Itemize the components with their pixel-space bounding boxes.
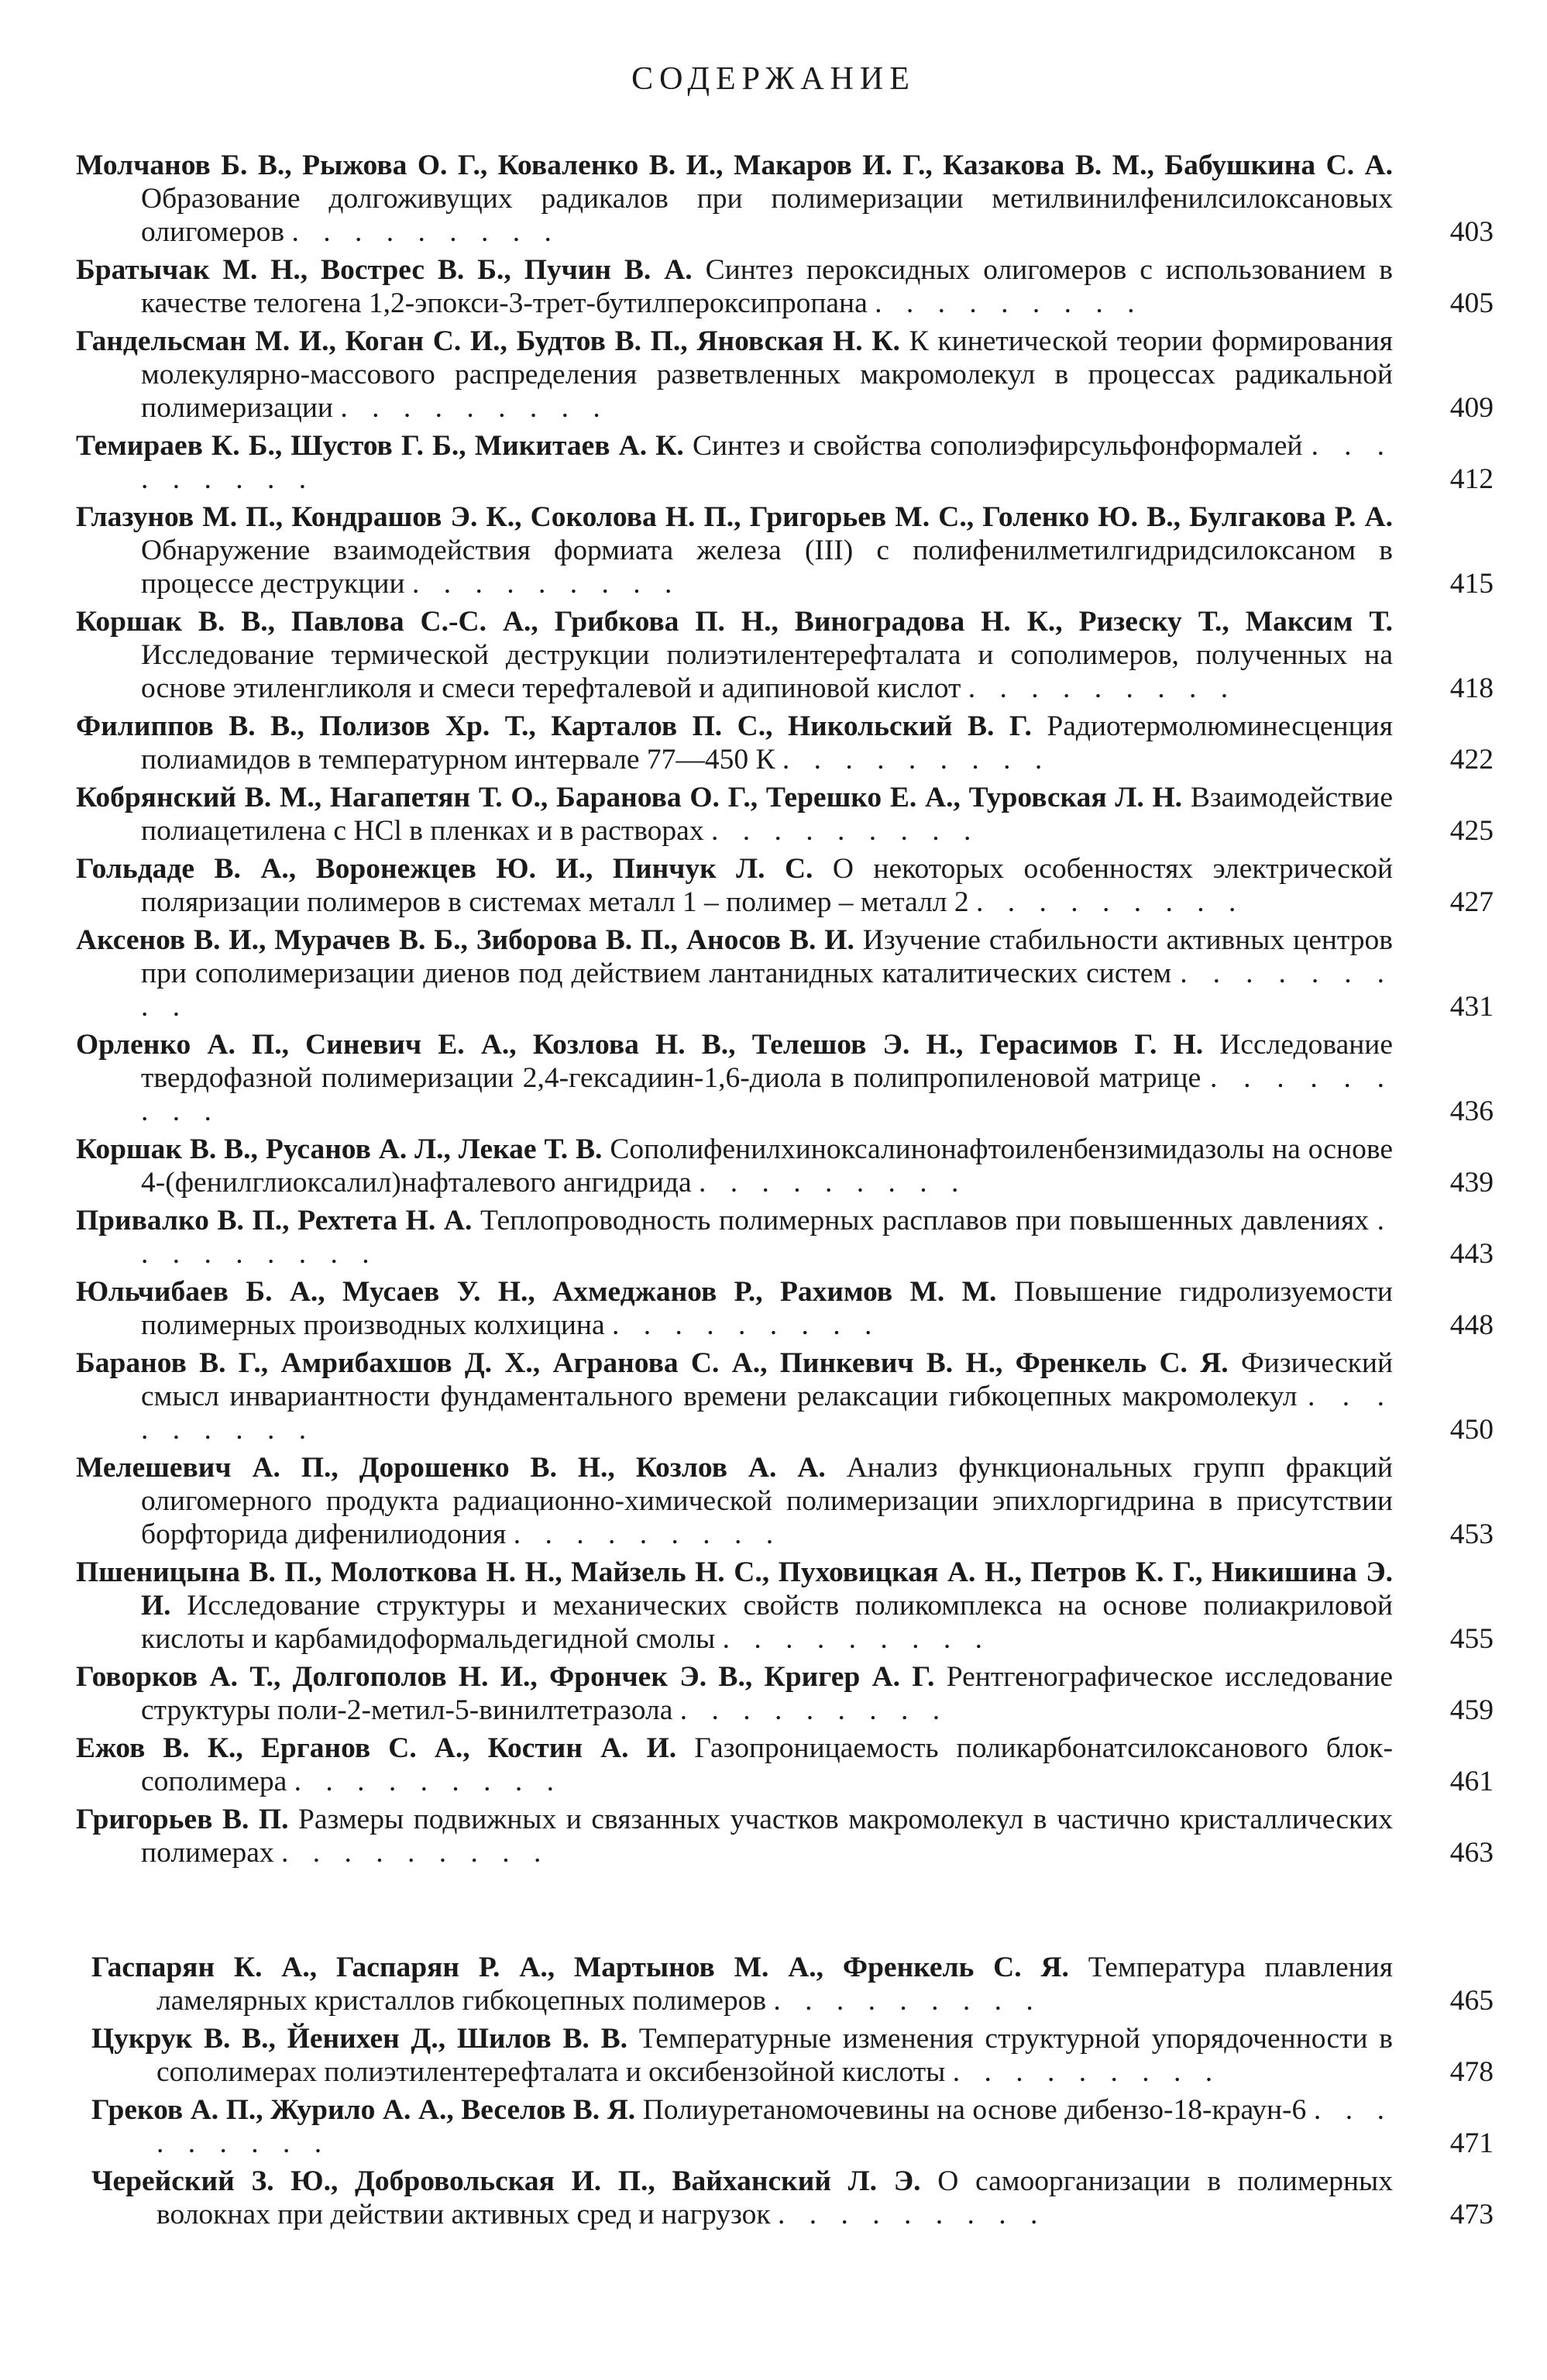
entry-page-number: 436 [1449,1095,1494,1127]
entry-authors: Глазунов М. П., Кондрашов Э. К., Соколова Н. П., Григорьев М. С., Голенко Ю. В., Булгакова Р. А. [76,501,1393,533]
page-title: СОДЕРЖАНИЕ [631,61,916,97]
entry-page-number: 453 [1449,1518,1494,1550]
entry-page-number: 459 [1449,1694,1494,1726]
toc-entry-text [76,1732,1393,1798]
toc-entry-text [76,1803,1393,1869]
entry-title: К кинетической теории формирования молекулярно-массового распределения разветвленных макромолекул в процессах радикальной полимеризации [141,325,1394,424]
dot-leaders: . . . . . . . . . [976,886,1245,918]
entry-page-number: 455 [1449,1623,1494,1655]
entry-authors: Кобрянский В. М., Нагапетян Т. О., Баранова О. Г., Терешко Е. А., Туровская Л. Н. [76,782,1183,813]
toc-entry [76,710,1494,776]
entry-authors: Коршак В. В., Павлова С.-С. А., Грибкова П. Н., Виноградова Н. К., Ризеску Т., Максим Т. [76,606,1393,638]
entry-authors: Братычак М. Н., Вострес В. Б., Пучин В. А. [76,254,693,286]
dot-leaders: . . . . . . . . . [513,1518,782,1550]
entry-title: Сополифенилхиноксалинонафтоиленбензимидазолы на основе 4-(фенилглиоксалил)нафталевого ангидрида [141,1133,1394,1199]
toc-entry [76,1204,1494,1271]
dot-leaders: . . . . . . . . . [294,1766,563,1797]
entry-title: Исследование твердофазной полимеризации 2,4-гексадиин-1,6-диола в полипропиленовой матрице [141,1029,1394,1094]
entry-title: Полиуретаномочевины на основе дибензо-18-краун-6 [642,2094,1307,2126]
dot-leaders: . . . . . . . . . [340,392,609,424]
toc-entry-text [76,253,1393,320]
entry-page-number: 439 [1449,1167,1494,1199]
entry-title: Температурные изменения структурной упорядоченности в сополимерах полиэтилентерефталата и оксибензойной кислоты [156,2023,1394,2088]
table-of-contents-continued [91,1951,1494,2236]
toc-entry [76,1803,1494,1869]
entry-title: Размеры подвижных и связанных участков макромолекул в частично кристаллических полимерах [141,1804,1394,1869]
dot-leaders: . . . . . . . . . [611,1309,881,1341]
entry-title: Теплопроводность полимерных расплавов при повышенных давлениях [480,1205,1369,1236]
dot-leaders: . . . . . . . . . [141,1381,1393,1446]
dot-leaders: . . . . . . . . . [777,2199,1047,2230]
toc-entry-text [76,1275,1393,1342]
entry-page-number: 403 [1449,216,1494,248]
dot-leaders: . . . . . . . . . [952,2056,1222,2088]
dot-leaders: . . . . . . . . . [156,2094,1394,2159]
entry-authors: Гаспарян К. А., Гаспарян Р. А., Мартынов М. А., Френкель С. Я. [91,1952,1069,1983]
toc-entry [76,1732,1494,1798]
dot-leaders: . . . . . . . . . [875,287,1143,319]
toc-entry [76,1660,1494,1727]
dot-leaders: . . . . . . . . . [141,958,1394,1023]
entry-title: О некоторых особенностях электрической поляризации полимеров в системах металл 1 – полимер – металл 2 [141,853,1394,918]
toc-entry [76,1451,1494,1551]
toc-entry [76,781,1494,848]
entry-authors: Коршак В. В., Русанов А. Л., Лекае Т. В. [76,1133,603,1165]
entry-title: Повышение гидролизуемости полимерных производных колхицина [141,1276,1394,1341]
toc-entry [76,149,1494,249]
dot-leaders: . . . . . . . . . [291,216,560,248]
toc-entry-text [76,1028,1393,1128]
toc-entry-text [76,605,1393,705]
toc-entry [91,1951,1494,2017]
dot-leaders: . . . . . . . . . [722,1623,991,1655]
dot-leaders: . . . . . . . . . [782,744,1051,776]
toc-entry-text [91,1951,1393,2017]
toc-entry-text [76,1660,1393,1727]
entry-authors: Ежов В. К., Ерганов С. А., Костин А. И. [76,1732,677,1764]
toc-entry [91,2165,1494,2231]
entry-authors: Темираев К. Б., Шустов Г. Б., Микитаев А. К. [76,430,684,462]
entry-page-number: 478 [1449,2056,1494,2088]
entry-page-number: 473 [1449,2199,1494,2230]
entry-title: Рентгенографическое исследование структуры поли-2-метил-5-винилтетразола [141,1661,1394,1726]
entry-authors: Аксенов В. И., Мурачев В. Б., Зиборова В. П., Аносов В. И. [76,924,854,956]
entry-authors: Говорков А. Т., Долгополов Н. И., Фрончек Э. В., Кригер А. Г. [76,1661,935,1693]
toc-entry-text [76,1346,1393,1446]
toc-entry-text [91,2093,1393,2160]
toc-entry [76,429,1494,496]
toc-entry-text [76,923,1393,1023]
entry-authors: Филиппов В. В., Полизов Хр. Т., Карталов П. С., Никольский В. Г. [76,710,1032,742]
dot-leaders: . . . . . . . . . [141,1205,1394,1270]
entry-page-number: 427 [1449,886,1494,918]
entry-page-number: 418 [1449,672,1494,704]
entry-title: Физический смысл инвариантности фундаментального времени релаксации гибкоцепных макромолекул [141,1347,1394,1412]
entry-title: Исследование структуры и механических свойств поликомплекса на основе полиакриловой кислоты и карбамидоформальдегидной смолы [141,1590,1393,1655]
entry-page-number: 412 [1449,463,1494,495]
entry-page-number: 463 [1449,1837,1494,1869]
entry-authors: Юльчибаев Б. А., Мусаев У. Н., Ахмеджанов Р., Рахимов М. М. [76,1276,997,1308]
toc-entry-text [76,1133,1393,1199]
toc-entry [76,605,1494,705]
toc-entry-text [76,1556,1393,1656]
entry-page-number: 431 [1449,991,1494,1023]
entry-title: Обнаружение взаимодействия формиата железа (III) с полифенилметилгидридсилоксаном в процессе деструкции [141,535,1393,600]
toc-entry-text [76,1451,1393,1551]
entry-authors: Черейский З. Ю., Добровольская И. П., Вайханский Л. Э. [91,2165,921,2197]
entry-authors: Гандельсман М. И., Коган С. И., Будтов В. П., Яновская Н. К. [76,325,900,357]
toc-entry-text [76,429,1393,496]
dot-leaders: . . . . . . . . . [968,672,1237,704]
entry-page-number: 443 [1449,1238,1494,1270]
entry-authors: Орленко А. П., Синевич Е. А., Козлова Н. В., Телешов Э. Н., Герасимов Г. Н. [76,1029,1204,1061]
entry-page-number: 465 [1449,1985,1494,2017]
dot-leaders: . . . . . . . . . [281,1837,550,1869]
entry-title: О самоорганизации в полимерных волокнах при действии активных сред и нагрузок [156,2165,1394,2230]
entry-authors: Привалко В. П., Рехтета Н. А. [76,1205,473,1236]
toc-entry-text [91,2165,1393,2231]
dot-leaders: . . . . . . . . . [141,430,1394,495]
toc-entry [76,1028,1494,1128]
toc-entry-text [76,1204,1393,1271]
toc-entry-text [76,852,1393,919]
toc-entry-text [76,500,1393,600]
toc-entry [76,852,1494,919]
entry-authors: Греков А. П., Журило А. А., Веселов В. Я. [91,2094,636,2126]
entry-title: Температура плавления ламелярных кристаллов гибкоцепных полимеров [156,1952,1393,2017]
entry-page-number: 448 [1449,1309,1494,1341]
toc-entry-text [76,710,1393,776]
toc-entry [76,1133,1494,1199]
entry-authors: Пшеницына В. П., Молоткова Н. Н., Майзель Н. С., Пуховицкая А. Н., Петров К. Г., Никишина Э. И. [76,1556,1393,1622]
toc-entry [91,2022,1494,2089]
entry-page-number: 422 [1449,744,1494,776]
entry-page-number: 450 [1449,1414,1494,1446]
entry-authors: Мелешевич А. П., Дорошенко В. Н., Козлов А. А. [76,1452,826,1484]
toc-entry [76,1275,1494,1342]
entry-page-number: 409 [1449,392,1494,424]
dot-leaders: . . . . . . . . . [699,1167,968,1199]
entry-page-number: 405 [1449,287,1494,319]
dot-leaders: . . . . . . . . . [411,568,681,600]
dot-leaders: . . . . . . . . . [141,1062,1394,1127]
toc-entry [91,2093,1494,2160]
entry-page-number: 415 [1449,568,1494,600]
entry-title: Радиотермолюминесценция полиамидов в температурном интервале 77—450 К [141,710,1394,776]
toc-entry-text [76,781,1393,848]
toc-entry-text [91,2022,1393,2089]
entry-authors: Цукрук В. В., Йенихен Д., Шилов В. В. [91,2023,628,2055]
toc-entry [76,1556,1494,1656]
entry-page-number: 425 [1449,815,1494,847]
entry-title: Газопроницаемость поликарбонатсилоксанового блок-сополимера [141,1732,1394,1797]
toc-entry [76,500,1494,600]
entry-authors: Молчанов Б. В., Рыжова О. Г., Коваленко В. И., Макаров И. Г., Казакова В. М., Бабушкина С. А. [76,150,1393,181]
entry-title: Изучение стабильности активных центров при сополимеризации диенов под действием лантанидных каталитических систем [141,924,1393,989]
toc-entry-text [76,325,1393,425]
toc-entry [76,1346,1494,1446]
dot-leaders: . . . . . . . . . [679,1694,949,1726]
table-of-contents [76,149,1494,1874]
entry-title: Образование долгоживущих радикалов при полимеризации метилвинилфенилсилоксановых олигомеров [141,183,1393,248]
dot-leaders: . . . . . . . . . [710,815,980,847]
entry-title: Синтез пероксидных олигомеров с использованием в качестве телогена 1,2-эпокси-3-трет-бутилпероксипропана [141,254,1394,319]
entry-title: Взаимодействие полиацетилена с HCl в пленках и в растворах [141,782,1394,847]
entry-authors: Гольдаде В. А., Воронежцев Ю. И., Пинчук Л. С. [76,853,813,885]
entry-title: Синтез и свойства сополиэфирсульфонформалей [692,430,1303,462]
entry-page-number: 471 [1449,2127,1494,2159]
entry-page-number: 461 [1449,1766,1494,1797]
entry-title: Анализ функциональных групп фракций олигомерного продукта радиационно-химической полимеризации эпихлоргидрина в присутствии борфторида дифенилиодония [141,1452,1393,1550]
toc-entry [76,923,1494,1023]
toc-entry [76,325,1494,425]
toc-entry-text [76,149,1393,249]
entry-authors: Григорьев В. П. [76,1804,289,1835]
entry-title: Исследование термической деструкции полиэтилентерефталата и сополимеров, полученных на основе этиленгликоля и смеси терефталевой и адипиновой кислот [141,639,1393,704]
dot-leaders: . . . . . . . . . [773,1985,1042,2017]
entry-authors: Баранов В. Г., Амрибахшов Д. Х., Агранова С. А., Пинкевич В. Н., Френкель С. Я. [76,1347,1229,1379]
toc-entry [76,253,1494,320]
